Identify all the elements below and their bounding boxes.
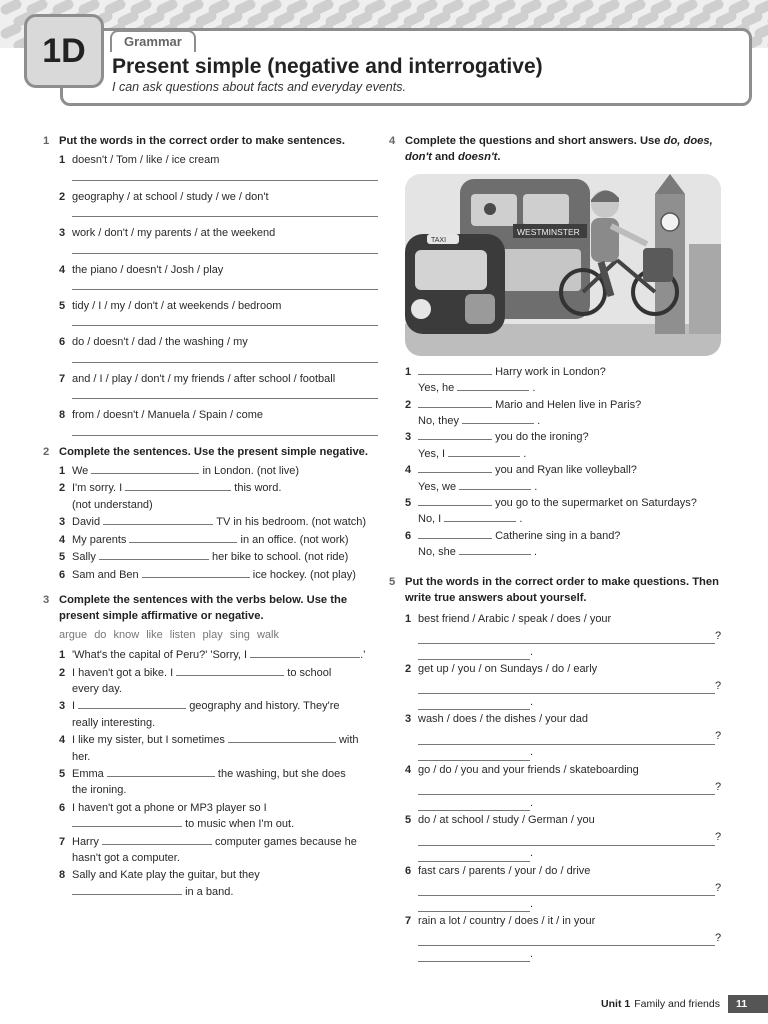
exercise-1 — [43, 133, 378, 436]
item-text: Harry — [72, 835, 99, 848]
item-text: I'm sorry. I — [72, 482, 123, 495]
question-mark: ? — [715, 629, 722, 642]
list-item: 6 Catherine sing in a band? — [389, 528, 729, 544]
item-text: to school — [287, 666, 332, 679]
answer-gap[interactable] — [418, 429, 492, 440]
item-text: the washing, but she does — [217, 767, 346, 780]
item-text: Catherine sing in a band? — [495, 529, 621, 542]
list-item: 2 I'm sorry. I this word. — [43, 480, 378, 496]
footer-unit: Unit 1 — [601, 998, 631, 1010]
answer-line[interactable] — [418, 935, 715, 946]
question-mark: ? — [715, 679, 722, 692]
answer-gap[interactable] — [228, 732, 336, 743]
item-text: Mario and Helen live in Paris? — [495, 398, 642, 411]
item-continuation: every day. — [72, 682, 122, 695]
exercise-heading — [43, 444, 378, 460]
list-item: 2 geography / at school / study / we / don't — [43, 189, 378, 217]
item-text: No, she — [418, 546, 456, 559]
item-continuation: her. — [72, 750, 91, 763]
item-text: TV in his bedroom. (not watch) — [216, 516, 367, 529]
page-subtitle: I can ask questions about facts and everyday events. — [112, 80, 406, 94]
answer-line[interactable] — [72, 351, 378, 363]
list-item: 8 Sally and Kate play the guitar, but they — [43, 867, 378, 883]
list-item: 3 wash / does / the dishes / your dad ? . — [389, 711, 729, 760]
list-item: 4 the piano / doesn't / Josh / play — [43, 262, 378, 290]
answer-line[interactable] — [418, 800, 530, 811]
page-title: Present simple (negative and interrogative) — [112, 55, 543, 78]
answer-gap[interactable] — [99, 549, 209, 560]
item-text: her bike to school. (not ride) — [211, 551, 349, 564]
page-number: 11 — [728, 995, 768, 1013]
answer-gap[interactable] — [457, 380, 529, 391]
item-text: . — [534, 546, 538, 559]
full-stop: . — [530, 947, 534, 960]
full-stop: . — [530, 695, 534, 708]
answer-line[interactable] — [72, 242, 378, 254]
answer-gap[interactable] — [72, 816, 182, 827]
question-list — [389, 611, 729, 963]
item-text: . — [532, 382, 536, 395]
answer-gap[interactable] — [72, 884, 182, 895]
answer-line[interactable] — [418, 750, 530, 761]
answer-line[interactable] — [72, 278, 378, 290]
short-answer — [389, 380, 729, 396]
exercise-number: 4 — [389, 135, 396, 147]
answer-gap[interactable] — [448, 446, 520, 457]
exercise-instruction: Put the words in the correct order to make sentences. — [59, 135, 345, 147]
answer-line[interactable] — [72, 314, 378, 326]
item-text: in an office. (not work) — [240, 533, 349, 546]
item-text: Sally and Kate play the guitar, but they — [72, 869, 260, 882]
answer-gap[interactable] — [459, 479, 531, 490]
instruction-text: doesn't — [458, 151, 498, 164]
exercise-instruction — [405, 133, 729, 166]
item-text: tidy / I / my / don't / at weekends / bedroom — [72, 300, 282, 313]
list-item: 1 Harry work in London? — [389, 364, 729, 380]
item-text: doesn't / Tom / like / ice cream — [72, 154, 220, 167]
question-mark: ? — [715, 780, 722, 793]
item-text: and / I / play / don't / my friends / after school / football — [72, 372, 336, 385]
item-text: to music when I'm out. — [185, 818, 295, 831]
item-text: We — [72, 465, 89, 478]
full-stop: . — [530, 796, 534, 809]
item-text: go / do / you and your friends / skateboarding — [418, 763, 639, 776]
item-text: geography and history. They're — [189, 700, 340, 713]
item-text: .' — [360, 649, 366, 662]
section-tab: Grammar — [110, 30, 196, 52]
footer-title: Family and friends — [634, 998, 720, 1010]
item-text: in a band. — [185, 885, 234, 898]
list-item: 5 Sally her bike to school. (not ride) — [43, 549, 378, 565]
item-continuation: hasn't got a computer. — [72, 852, 180, 864]
item-text: from / doesn't / Manuela / Spain / come — [72, 409, 264, 422]
item-text: I — [72, 700, 76, 713]
short-answer — [389, 479, 729, 495]
item-continuation: (not understand) — [72, 498, 153, 511]
item-text: do / doesn't / dad / the washing / my — [72, 336, 248, 349]
page-footer — [601, 995, 768, 1013]
taxi-sign: TAXI — [431, 236, 447, 244]
answer-line[interactable] — [72, 387, 378, 399]
item-text: this word. — [234, 482, 282, 495]
answer-gap[interactable] — [91, 463, 199, 474]
answer-gap[interactable] — [462, 413, 534, 424]
item-text: . — [519, 513, 523, 526]
answer-line[interactable] — [418, 649, 530, 660]
list-item: 2 get up / you / on Sundays / do / early ? . — [389, 661, 729, 710]
answer-gap[interactable] — [418, 528, 492, 539]
item-text: best friend / Arabic / speak / does / your — [418, 612, 612, 625]
answer-gap[interactable] — [129, 532, 237, 543]
full-stop: . — [530, 847, 534, 860]
answer-gap[interactable] — [459, 544, 531, 555]
item-text: David — [72, 516, 101, 529]
item-text: do / at school / study / German / you — [418, 814, 595, 827]
item-text: wash / does / the dishes / your dad — [418, 713, 588, 726]
item-text: Emma — [72, 767, 104, 780]
item-text: rain a lot / country / does / it / in your — [418, 914, 596, 927]
item-text: Yes, we — [418, 480, 457, 493]
item-text: No, they — [418, 415, 459, 428]
item-text: No, I — [418, 513, 442, 526]
list-item: 5 Emma the washing, but she does — [43, 766, 378, 782]
full-stop: . — [530, 746, 534, 759]
right-column — [389, 133, 729, 962]
exercise-5 — [389, 574, 729, 963]
answer-line[interactable] — [72, 205, 378, 217]
instruction-text: and — [431, 151, 458, 164]
list-item: 3 you do the ironing? — [389, 429, 729, 445]
answer-gap[interactable] — [125, 480, 231, 491]
list-item: 4 I like my sister, but I sometimes with — [43, 732, 378, 748]
item-text: in London. (not live) — [202, 465, 300, 478]
answer-line[interactable] — [72, 424, 378, 436]
answer-gap[interactable] — [142, 567, 250, 578]
answer-line[interactable] — [418, 851, 530, 862]
item-continuation: really interesting. — [72, 716, 156, 729]
exercise-2 — [43, 444, 378, 583]
answer-line[interactable] — [418, 835, 715, 846]
answer-gap[interactable] — [418, 397, 492, 408]
short-answer — [389, 413, 729, 429]
list-item: 7 Harry computer games because he — [43, 834, 378, 850]
instruction-text: don't — [405, 151, 432, 164]
bus-destination-sign: WESTMINSTER — [517, 226, 580, 237]
item-text: fast cars / parents / your / do / drive — [418, 864, 591, 877]
item-text: with — [338, 734, 359, 747]
answer-line[interactable] — [418, 951, 530, 962]
list-item: 7 and / I / play / don't / my friends / after school / football — [43, 371, 378, 399]
answer-gap[interactable] — [107, 766, 215, 777]
exercise-instruction: Complete the sentences with the verbs below. Use the present simple affirmative or negative. — [59, 593, 348, 623]
pattern-dot — [0, 22, 23, 40]
answer-gap[interactable] — [176, 665, 284, 676]
item-text: Sam and Ben — [72, 568, 139, 581]
exercise-number: 3 — [43, 593, 50, 606]
short-answer — [389, 511, 729, 527]
pattern-dot — [0, 0, 23, 16]
list-item: 4 My parents in an office. (not work) — [43, 532, 378, 548]
exercise-instruction: Put the words in the correct order to make questions. Then write true answers about yourself. — [405, 575, 719, 605]
item-text: . — [534, 480, 538, 493]
answer-gap[interactable] — [103, 514, 213, 525]
item-text: . — [523, 447, 527, 460]
exercise-heading — [43, 592, 378, 625]
item-text: ice hockey. (not play) — [252, 568, 356, 581]
item-text: 'What's the capital of Peru?' 'Sorry, I — [72, 649, 248, 662]
short-answer — [389, 544, 729, 560]
item-text: you go to the supermarket on Saturdays? — [495, 497, 697, 510]
list-item: 6 fast cars / parents / your / do / drive ? . — [389, 863, 729, 912]
item-text: computer games because he — [215, 835, 357, 848]
answer-line[interactable] — [418, 885, 715, 896]
instruction-text: do, does, — [663, 135, 713, 147]
question-mark: ? — [715, 730, 722, 743]
list-item: 5 do / at school / study / German / you ? . — [389, 812, 729, 861]
list-item: 6 I haven't got a phone or MP3 player so I — [43, 800, 378, 816]
list-item: 2 Mario and Helen live in Paris? — [389, 397, 729, 413]
answer-gap[interactable] — [418, 364, 492, 375]
list-item: 3 work / don't / my parents / at the weekend — [43, 225, 378, 253]
full-stop: . — [530, 645, 534, 658]
question-mark: ? — [715, 881, 722, 894]
exercise-3 — [43, 592, 378, 900]
list-item: 6 do / doesn't / dad / the washing / my — [43, 334, 378, 362]
list-item: 1 We in London. (not live) — [43, 463, 378, 479]
exercise-number: 1 — [43, 135, 50, 147]
answer-line[interactable] — [418, 633, 715, 644]
lesson-badge: 1D — [24, 14, 104, 88]
answer-line[interactable] — [72, 169, 378, 181]
list-item: 5 you go to the supermarket on Saturdays? — [389, 495, 729, 511]
question-mark: ? — [715, 831, 722, 844]
item-text: Yes, he — [418, 382, 455, 395]
item-continuation — [43, 884, 378, 900]
item-text: you do the ironing? — [495, 431, 589, 444]
list-item: 4 go / do / you and your friends / skateboarding ? . — [389, 762, 729, 811]
exercise-heading — [43, 133, 378, 149]
item-text: get up / you / on Sundays / do / early — [418, 662, 598, 675]
item-continuation — [43, 816, 378, 832]
answer-gap[interactable] — [418, 462, 492, 473]
exercise-heading — [389, 133, 729, 166]
list-item: 3 David TV in his bedroom. (not watch) — [43, 514, 378, 530]
exercise-4 — [389, 133, 729, 561]
item-text: I haven't got a phone or MP3 player so I — [72, 801, 267, 814]
full-stop: . — [530, 897, 534, 910]
word-box: argue do know like listen play sing walk — [59, 628, 279, 641]
list-item: 1 'What's the capital of Peru?' 'Sorry, I .' — [43, 647, 378, 663]
illustration-image — [405, 174, 721, 356]
answer-gap[interactable] — [78, 698, 186, 709]
list-item: 1 best friend / Arabic / speak / does / your ? . — [389, 611, 729, 660]
illustration-bus-cyclist — [405, 174, 721, 356]
item-text: Sally — [72, 551, 96, 564]
answer-line[interactable] — [418, 734, 715, 745]
instruction-text: Complete the questions and short answers. Use — [405, 135, 664, 147]
list-item: 1 doesn't / Tom / like / ice cream — [43, 152, 378, 180]
question-mark: ? — [715, 931, 722, 944]
answer-line[interactable] — [418, 699, 530, 710]
item-continuation: the ironing. — [72, 784, 127, 797]
item-text: I haven't got a bike. I — [72, 666, 174, 679]
list-item: 2 I haven't got a bike. I to school — [43, 665, 378, 681]
list-item: 7 rain a lot / country / does / it / in your ? . — [389, 913, 729, 962]
list-item: 8 from / doesn't / Manuela / Spain / come — [43, 407, 378, 435]
question-list — [389, 364, 729, 561]
left-column — [43, 133, 378, 900]
answer-line[interactable] — [418, 901, 530, 912]
list-item: 3 I geography and history. They're — [43, 698, 378, 714]
answer-gap[interactable] — [102, 834, 212, 845]
instruction-text: . — [497, 151, 501, 164]
answer-gap[interactable] — [250, 647, 360, 658]
list-item: 4 you and Ryan like volleyball? — [389, 462, 729, 478]
item-text: the piano / doesn't / Josh / play — [72, 263, 224, 276]
item-text: Yes, I — [418, 447, 446, 460]
item-text: Harry work in London? — [495, 365, 606, 378]
short-answer — [389, 446, 729, 462]
answer-line[interactable] — [418, 784, 715, 795]
answer-gap[interactable] — [444, 511, 516, 522]
item-text: work / don't / my parents / at the weekend — [72, 227, 276, 240]
exercise-number: 5 — [389, 575, 396, 588]
answer-gap[interactable] — [418, 495, 492, 506]
item-text: you and Ryan like volleyball? — [495, 464, 637, 477]
list-item: 6 Sam and Ben ice hockey. (not play) — [43, 567, 378, 583]
item-text: . — [537, 415, 541, 428]
exercise-number: 2 — [43, 445, 50, 458]
item-text: My parents — [72, 533, 127, 546]
exercise-instruction: Complete the sentences. Use the present simple negative. — [59, 445, 369, 458]
item-text: I like my sister, but I sometimes — [72, 734, 225, 747]
exercise-heading — [389, 574, 729, 607]
item-text: geography / at school / study / we / don't — [72, 190, 269, 203]
list-item: 5 tidy / I / my / don't / at weekends / bedroom — [43, 298, 378, 326]
answer-line[interactable] — [418, 683, 715, 694]
